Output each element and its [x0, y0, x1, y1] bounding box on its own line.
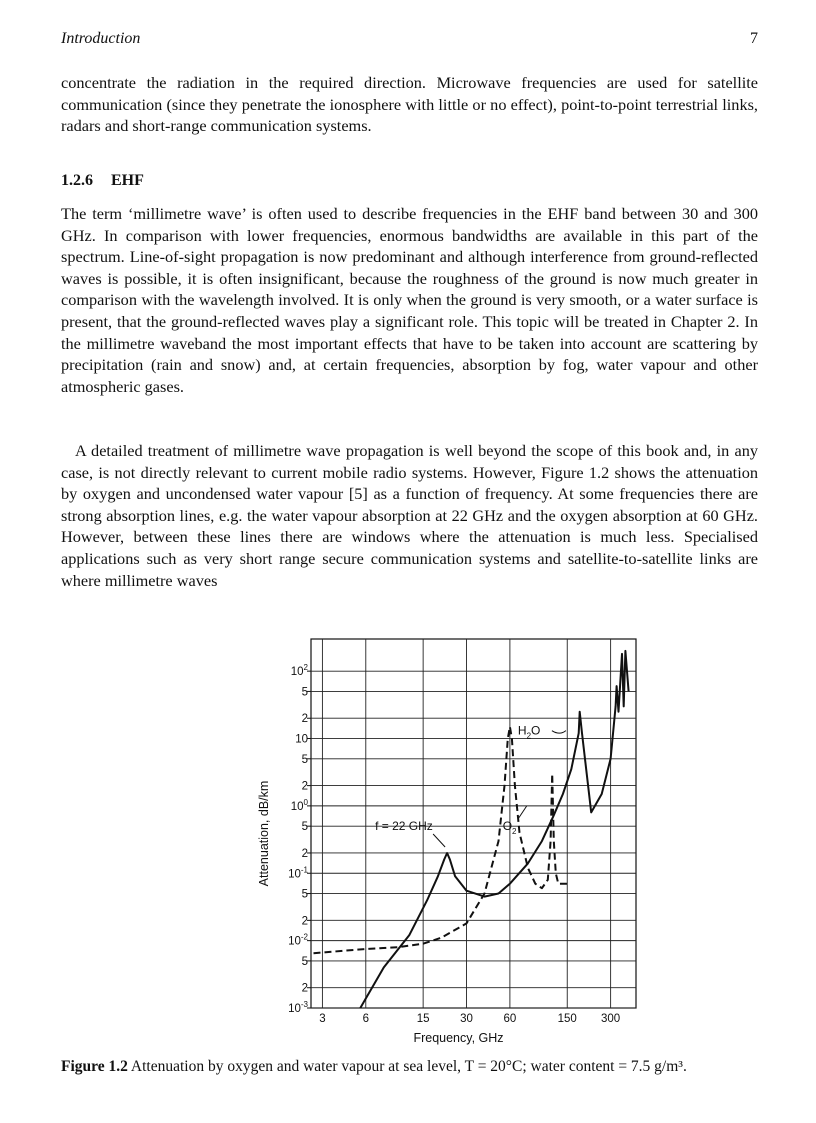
- y-tick-label: 5: [301, 686, 308, 699]
- series-line-o2: [314, 727, 568, 954]
- x-tick-label: 150: [557, 1013, 577, 1025]
- paragraph-1: concentrate the radiation in the required direction. Microwave frequencies are used for satellite communication (since they penetrate the ionosphere with little or no effect), point-to-point terrestrial links, radars and short-range communication systems.: [61, 73, 758, 136]
- x-tick-label: 60: [503, 1013, 517, 1025]
- annotation-pointer: [433, 834, 445, 847]
- y-tick-label: $10^{-1}$: [288, 865, 308, 881]
- y-tick-label: 10: [295, 733, 308, 746]
- caption-label: Figure 1.2: [61, 1058, 128, 1075]
- x-tick-label: 30: [460, 1013, 473, 1025]
- caption-text: Attenuation by oxygen and water vapour at sea level, T = 20°C; water content = 7.5 g/m³.: [130, 1058, 687, 1075]
- y-tick-label: 2: [301, 713, 308, 726]
- x-tick-label: 300: [601, 1013, 621, 1025]
- y-tick-label: 2: [301, 780, 308, 793]
- annotation-22ghz: f = 22 GHz: [375, 818, 433, 833]
- x-tick-label: 3: [319, 1013, 326, 1025]
- section-number: 1.2.6: [61, 172, 93, 189]
- y-tick-label: 5: [301, 753, 308, 766]
- y-tick-label: 2: [301, 847, 308, 860]
- running-title: Introduction: [61, 30, 141, 47]
- y-tick-label: $10^0$: [290, 797, 308, 813]
- annotation-o2: $O_2$: [502, 819, 517, 837]
- annotation-pointer: [552, 731, 566, 734]
- running-header: [61, 30, 758, 50]
- paragraph-3: A detailed treatment of millimetre wave propagation is well beyond the scope of this book and, in any case, is not directly relevant to current mobile radio systems. However, Figure 1.2 shows the attenuation by oxygen and uncondensed water vapour [5] as a function of frequency. At some frequencies there are strong absorption lines, e.g. the water vapour absorption at 22 GHz and the oxygen absorption at 60 GHz. However, between these lines there are windows where the attenuation is much less. Specialised applications such as very short range secure communication systems and satellite-to-satellite links are where millimetre waves: [61, 441, 758, 590]
- y-tick-label: 5: [301, 888, 308, 901]
- y-tick-label: 2: [301, 915, 308, 928]
- x-axis-label: Frequency, GHz: [413, 1031, 504, 1045]
- x-tick-label: 6: [362, 1013, 369, 1025]
- y-tick-label: $10^{-3}$: [288, 1000, 308, 1015]
- annotation-pointer: [519, 806, 527, 818]
- y-tick-label: 2: [301, 982, 308, 995]
- y-tick-label: $10^2$: [290, 663, 308, 679]
- attenuation-chart: [186, 625, 646, 1055]
- y-axis-label: Attenuation, dB/km: [257, 780, 271, 887]
- section-title: EHF: [111, 172, 144, 189]
- y-tick-label: $10^{-2}$: [288, 932, 308, 948]
- figure-caption: [61, 1057, 758, 1077]
- figure-1-2: [186, 625, 646, 1055]
- annotation-h2o: $H_2O$: [517, 723, 541, 741]
- x-tick-label: 15: [416, 1013, 430, 1025]
- y-tick-label: 5: [301, 955, 308, 968]
- section-heading: [61, 172, 144, 190]
- page-number: 7: [750, 30, 758, 47]
- paragraph-2: The term ‘millimetre wave’ is often used to describe frequencies in the EHF band between 30 and 300 GHz. In comparison with lower frequencies, enormous bandwidths are available in this part of the spectrum. Line-of-sight propagation is now predominant and although interference from ground-reflected waves is possible, it is often insignificant, because the roughness of the ground is now much greater in comparison with the wavelength involved. It is only when the ground is very smooth, or a water surface is present, that the ground-reflected waves play a significant role. This topic will be treated in Chapter 2. In the millimetre waveband the most important effects that have to be taken into account are scattering by precipitation (rain and snow) and, at certain frequencies, absorption by fog, water vapour and other atmospheric gases.: [61, 204, 758, 396]
- y-tick-label: 5: [301, 821, 308, 834]
- plot-frame: [311, 639, 636, 1008]
